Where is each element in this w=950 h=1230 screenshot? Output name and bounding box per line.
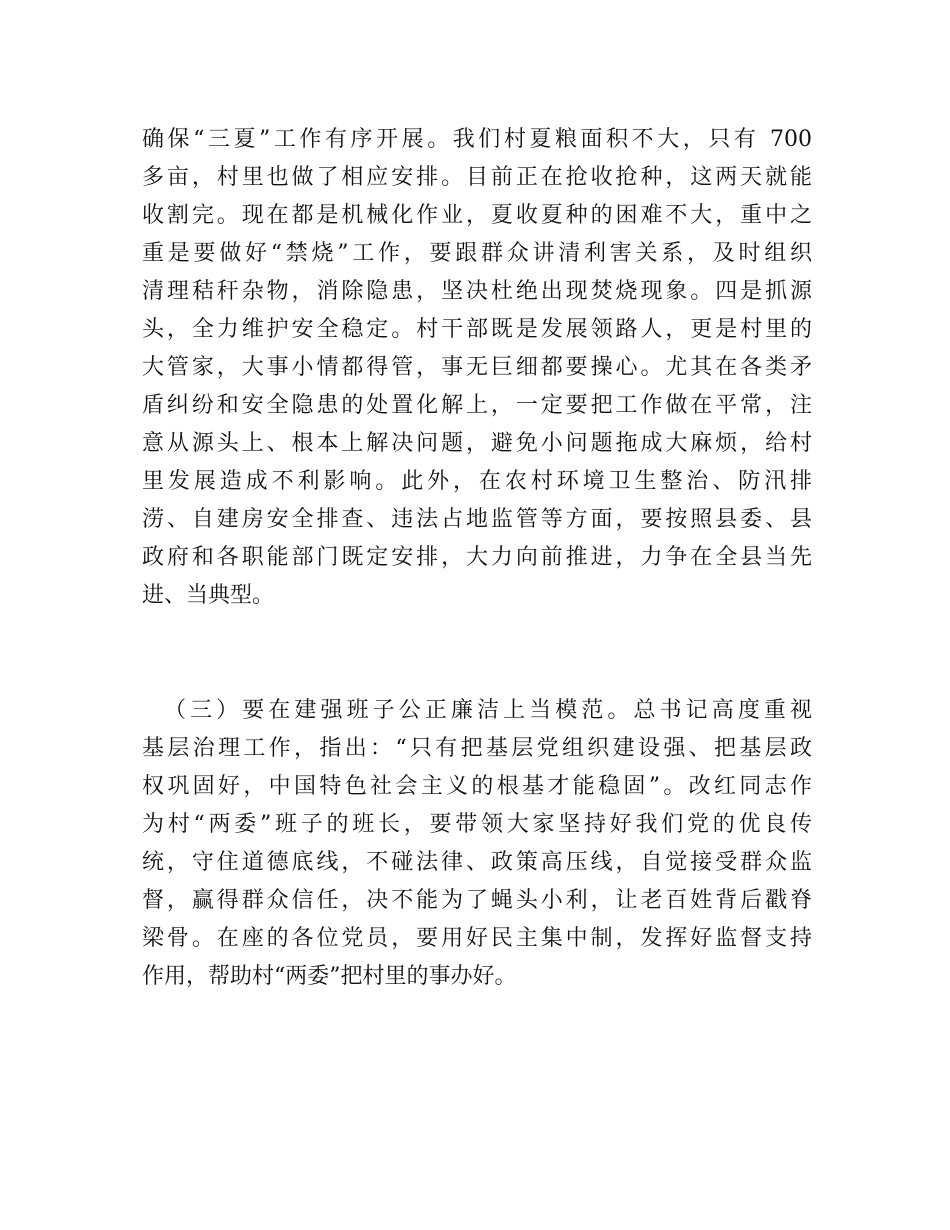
text-line: 清理秸秆杂物，消除隐患，坚决杜绝出现焚烧现象。四是抓源: [142, 279, 812, 304]
text-line: 基层治理工作，指出：“只有把基层党组织建设强、把基层政: [142, 736, 812, 761]
text-line: 确保“三夏”工作有序开展。我们村夏粮面积不大，只有 700: [142, 127, 812, 152]
text-line: 统，守住道德底线，不碰法律、政策高压线，自觉接受群众监: [142, 850, 812, 875]
text-line-first: （三）要在建强班子公正廉洁上当模范。总书记高度重视: [164, 698, 812, 723]
text-line: 督，赢得群众信任，决不能为了蝇头小利，让老百姓背后戳脊: [142, 888, 812, 913]
text-line: 多亩，村里也做了相应安排。目前正在抢收抢种，这两天就能: [142, 165, 812, 190]
text-line: 涝、自建房安全排查、违法占地监管等方面，要按照县委、县: [142, 507, 812, 532]
text-line: 梁骨。在座的各位党员，要用好民主集中制，发挥好监督支持: [142, 926, 812, 951]
text-line: 头，全力维护安全稳定。村干部既是发展领路人，更是村里的: [142, 317, 812, 342]
text-line: 权巩固好，中国特色社会主义的根基才能稳固”。改红同志作: [142, 774, 812, 799]
paragraph-section-three: [142, 692, 812, 996]
text-line-last: 作用，帮助村“两委”把村里的事办好。: [142, 964, 517, 989]
text-line: 意从源头上、根本上解决问题，避免小问题拖成大麻烦，给村: [142, 431, 812, 456]
text-line: 里发展造成不利影响。此外，在农村环境卫生整治、防汛排: [142, 469, 812, 494]
text-line: 盾纠纷和安全隐患的处置化解上，一定要把工作做在平常，注: [142, 393, 812, 418]
paragraph-continuation: [142, 121, 812, 615]
text-line: 收割完。现在都是机械化作业，夏收夏种的困难不大，重中之: [142, 203, 812, 228]
text-line-last: 进、当典型。: [142, 583, 275, 608]
text-line: 大管家，大事小情都得管，事无巨细都要操心。尤其在各类矛: [142, 355, 812, 380]
text-line: 重是要做好“禁烧”工作，要跟群众讲清利害关系，及时组织: [142, 241, 812, 266]
text-line: 政府和各职能部门既定安排，大力向前推进，力争在全县当先: [142, 545, 812, 570]
text-line: 为村“两委”班子的班长，要带领大家坚持好我们党的优良传: [142, 812, 812, 837]
